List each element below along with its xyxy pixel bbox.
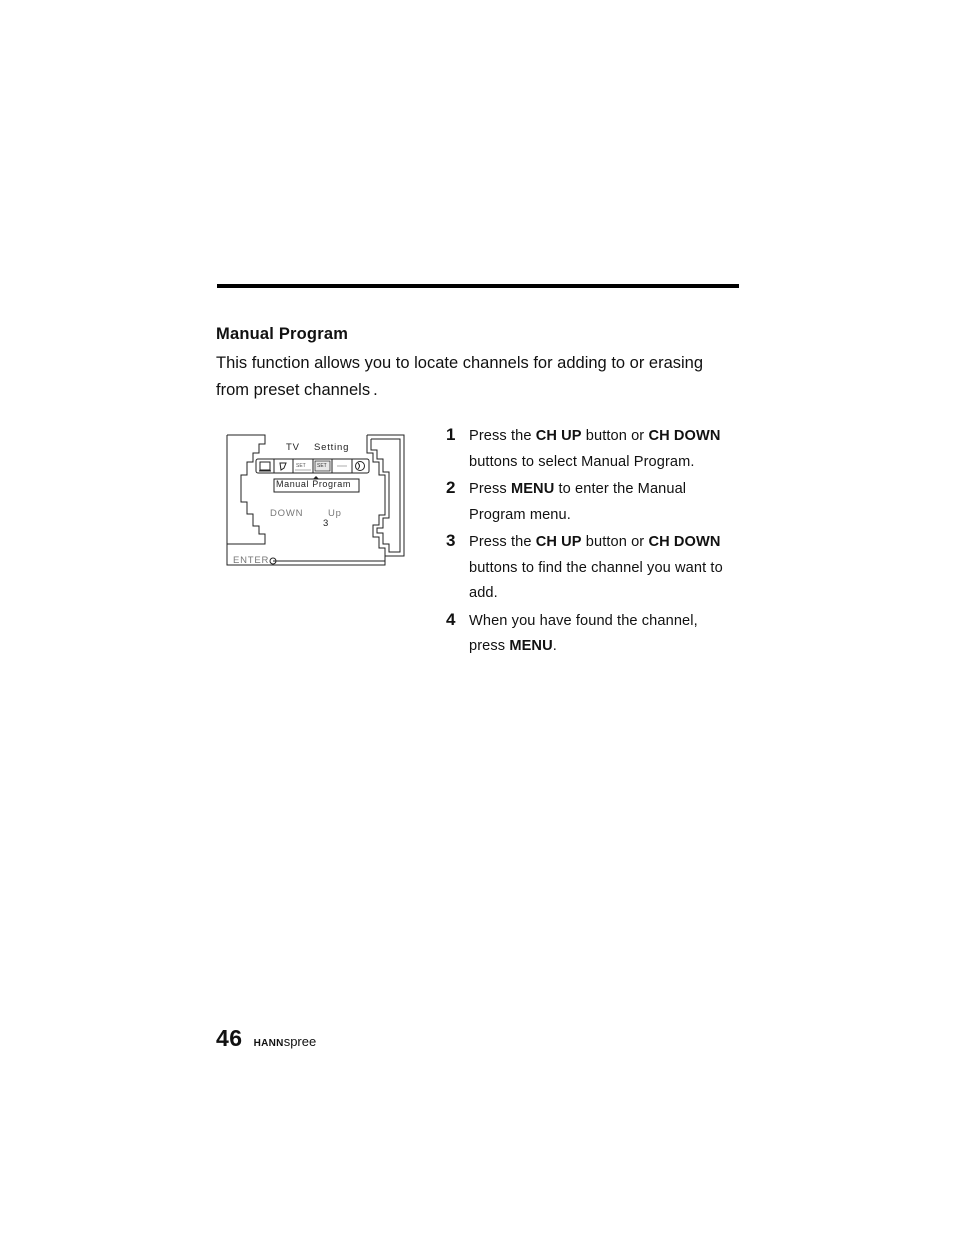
osd-up-label: Up [328,508,342,519]
steps-list [446,424,736,662]
osd-down-label: DOWN [270,508,304,519]
osd-title-tv: TV [286,442,300,453]
step-number: 2 [446,478,456,497]
step-2: 2 Press MENU to enter the Manual Program menu. [446,477,736,528]
osd-illustration [225,430,407,570]
intro-paragraph [216,350,736,404]
osd-channel-value: 3 [323,518,330,529]
step-1: 1 Press the CH UP button or CH DOWN buttons to select Manual Program. [446,424,736,475]
page-number: 46 [216,1025,243,1051]
section-heading: Manual Program [216,325,349,343]
intro-line-1: This function allows you to locate channels for adding to or erasing [216,354,704,372]
step-4: 4 When you have found the channel, press MENU. [446,609,736,660]
audio-icon [280,463,286,470]
brand-logo: HANNspree [253,1034,317,1049]
osd-title-setting: Setting [314,442,350,453]
globe-icon [356,462,365,471]
osd-enter-label: ENTER [233,555,270,566]
setup-icon [295,463,311,470]
osd-menu-item: Manual Program [276,479,351,489]
page-footer [216,1025,316,1052]
intro-line-2: from preset channels . [216,381,378,399]
step-number: 3 [446,531,456,550]
tv-icon [259,462,271,471]
setup-alt-icon [315,461,330,471]
svg-text:SET: SET [317,463,327,469]
step-3: 3 Press the CH UP button or CH DOWN buttons to find the channel you want to add. [446,530,736,607]
top-rule [217,284,739,288]
svg-text:SET: SET [296,463,306,469]
step-number: 1 [446,425,456,444]
step-number: 4 [446,609,456,629]
